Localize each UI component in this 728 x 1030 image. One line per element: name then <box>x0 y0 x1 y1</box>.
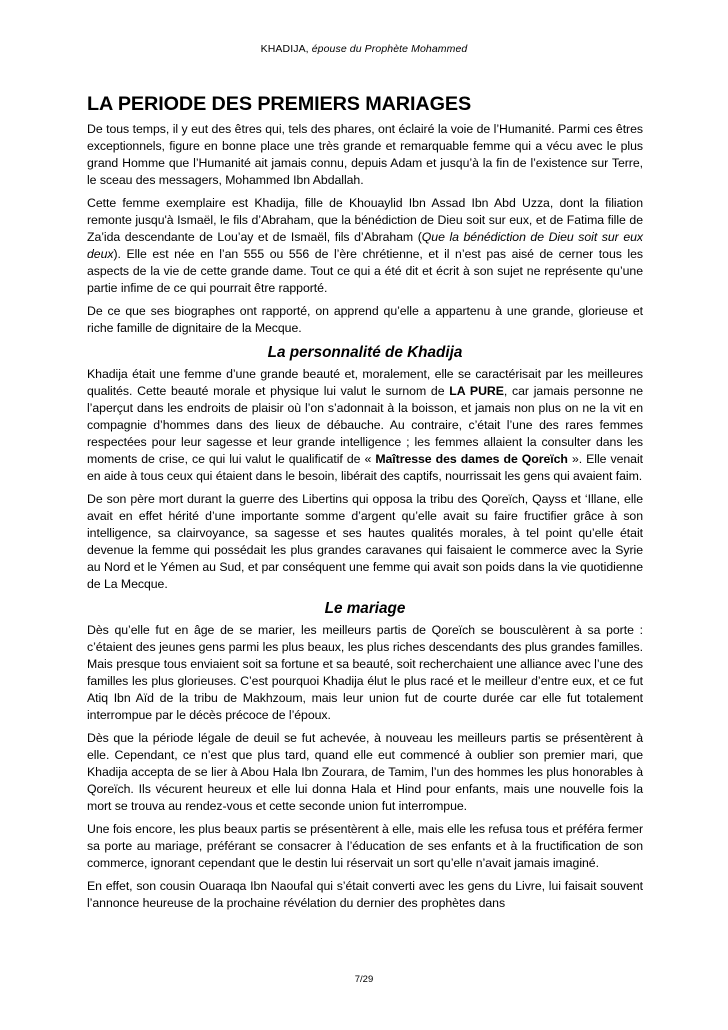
main-content <box>87 92 643 918</box>
intro-paragraph-1: De tous temps, il y eut des êtres qui, tels des phares, ont éclairé la voie de l’Humanité. Parmi ces êtres exceptionnels, figure en bonne place une très grande et remarquable femme qui a vécu avec le plus grand Homme que l’Humanité ait jamais connu, depuis Adam et jusqu’à la fin de l’existence sur Terre, le sceau des messagers, Mohammed Ibn Abdallah. <box>87 122 643 187</box>
nickname-bold: LA PURE <box>449 384 504 398</box>
header-author: KHADIJA, <box>260 43 309 55</box>
marriage-paragraph-1: Dès qu’elle fut en âge de se marier, les meilleurs partis de Qoreïch se bousculèrent à sa porte : c’étaient des jeunes gens parmi les plus beaux, les plus riches descendants des plus grandes familles. Mais presque tous enviaient soit sa fortune et sa beauté, soit recherchaient une alliance avec l’une des familles les plus glorieuses. C’est pourquoi Khadija élut le plus racé et le meilleur d’entre eux, et ce fut Atiq Ibn Aïd de la tribu de Makhzoum, mais leur union fut de courte durée car elle fut totalement interrompue par le décès précoce de l’époux. <box>87 623 643 722</box>
marriage-paragraph-3: Une fois encore, les plus beaux partis se présentèrent à elle, mais elle les refusa tous et préféra fermer sa porte au mariage, préférant se consacrer à l’éducation de ses enfants et à la fructification de son commerce, ignorant cependant que le destin lui réservait un sort qu’elle n’avait jamais imaginé. <box>87 822 643 870</box>
running-header <box>0 43 728 55</box>
marriage-paragraph-4: En effet, son cousin Ouaraqa Ibn Naoufal qui s’était converti avec les gens du Livre, lui faisait souvent l’annonce heureuse de la prochaine révélation du dernier des prophètes dans <box>87 879 643 910</box>
blessing-italic: Que la bénédiction de Dieu soit sur eux deux <box>87 230 643 261</box>
intro-paragraph-3: De ce que ses biographes ont rapporté, on apprend qu’elle a appartenu à une grande, glorieuse et riche famille de dignitaire de la Mecque. <box>87 304 643 335</box>
marriage-paragraph-2: Dès que la période légale de deuil se fut achevée, à nouveau les meilleurs partis se présentèrent à elle. Cependant, ce n’est que plus tard, quand elle eut commencé à oublier son premier mari, que Khadija accepta de se lier à Abou Hala Ibn Zourara, de Tamim, l’un des hommes les plus honorables à Qoreïch. Ils vécurent heureux et elle lui donna Hala et Hind pour enfants, mais une nouvelle fois la mort se trouva au rendez-vous et cette seconde union fut interrompue. <box>87 731 643 813</box>
section-heading-marriage: Le mariage <box>324 600 406 617</box>
intro-paragraph-2: Cette femme exemplaire est Khadija, fille de Khouaylid Ibn Assad Ibn Abd Uzza, dont la filiation remonte jusqu'à Ismaël, le fils d’Abraham, que la bénédiction de Dieu soit sur eux, et de Fatima fille de Za’ida descendante de Lou’ay et de Ismaël, fils d’Abraham (Que la bénédiction de Dieu soit sur eux deux). Elle est née en l’an 555 ou 556 de l’ère chrétienne, et il n’est pas aisé de cerner tous les aspects de la vie de cette grande dame. Tout ce qui a été dit et écrit à son sujet ne représente qu’une partie infime de ce qui pourrait être rapporté. <box>87 196 643 295</box>
header-subtitle: épouse du Prophète Mohammed <box>311 43 468 55</box>
section-heading-personality: La personnalité de Khadija <box>267 344 463 361</box>
page-title: LA PERIODE DES PREMIERS MARIAGES <box>87 93 472 115</box>
title-bold: Maîtresse des dames de Qoreïch <box>375 452 568 466</box>
page-number: 7/29 <box>354 974 374 985</box>
personality-paragraph-1: Khadija était une femme d’une grande beauté et, moralement, elle se caractérisait par les meilleures qualités. Cette beauté morale et physique lui valut le surnom de LA PURE, car jamais personne ne l’aperçut dans les endroits de plaisir où l’on s’adonnait à la boisson, et jamais non plus on ne la vit en compagnie d’hommes dans des lieux de débauche. Au contraire, c’était l’une des rares femmes respectées pour leur sagesse et leur grande intelligence ; les femmes allaient la consulter dans les moments de crise, ce qui lui valut le qualificatif de « Maîtresse des dames de Qoreïch ». Elle venait en aide à tous ceux qui étaient dans le besoin, libérait des captifs, nourrissait les gens qui avaient faim. <box>87 367 644 483</box>
personality-paragraph-2: De son père mort durant la guerre des Libertins qui opposa la tribu des Qoreïch, Qayss et ‘Illane, elle avait en effet hérité d’une importante somme d’argent qu’elle avait su faire fructifier grâce à son intelligence, sa clairvoyance, sa sagesse et ses hautes qualités morales, à tel point qu’elle était devenue la femme qui possédait les plus grandes caravanes qui faisaient le commerce avec la Syrie au Nord et le Yémen au Sud, et par conséquent une femme qui avait son poids dans la vie quotidienne de La Mecque. <box>87 492 643 591</box>
